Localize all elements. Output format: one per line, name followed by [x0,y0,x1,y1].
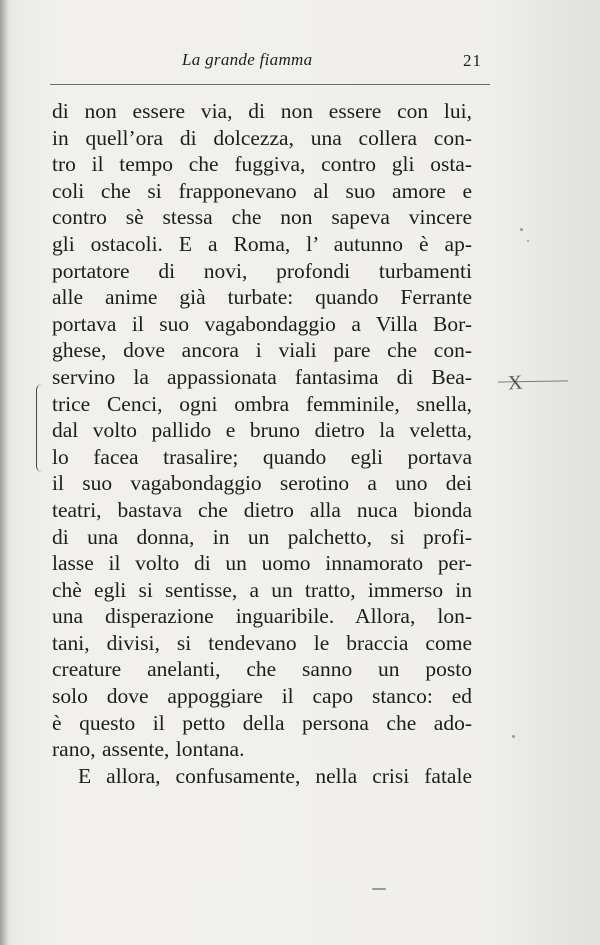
paragraph-last-line: rano, assente, lontana. [52,737,245,762]
text-line: contro sè stessa che non sapeva vincere [52,205,472,230]
text-line: dal volto pallido e bruno dietro la veletta, [52,418,472,443]
text-line: tani, divisi, si tendevano le braccia come [52,630,472,655]
body-text [52,98,472,789]
text-line: gli ostacoli. E a Roma, l’ autunno è ap- [52,231,472,256]
text-line: è questo il petto della persona che ado- [52,710,472,735]
paper-speck [520,228,523,231]
text-line: solo dove appoggiare il capo stanco: ed [52,684,472,709]
text-line: chè egli si sentisse, a un tratto, immerso in [52,577,472,602]
text-line: portatore di novi, profondi turbamenti [52,258,472,283]
margin-pencil-note: X [507,371,524,395]
page-binding-edge [0,0,9,945]
text-line: il suo vagabondaggio serotino a uno dei [52,471,472,496]
paper-speck [512,735,515,738]
paragraph-first-line: E allora, confusamente, nella crisi fatale [78,763,472,788]
paper-speck [527,240,529,242]
text-line: coli che si frapponevano al suo amore e [52,178,472,203]
running-title: La grande fiamma [182,50,313,69]
text-line: tro il tempo che fuggiva, contro gli osta- [52,152,472,177]
text-line: di una donna, in un palchetto, si profi- [52,524,472,549]
text-line: trice Cenci, ogni ombra femminile, snella, [52,391,472,416]
text-line: lasse il volto di un uomo innamorato per- [52,551,472,576]
text-line: portava il suo vagabondaggio a Villa Bor- [52,311,472,336]
running-header [50,50,490,72]
text-line: di non essere via, di non essere con lui, [52,99,472,123]
text-line: in quell’ora di dolcezza, una collera con- [52,125,472,150]
text-line: teatri, bastava che dietro alla nuca bionda [52,497,472,522]
text-line: una disperazione inguaribile. Allora, lon- [52,604,472,629]
page-number: 21 [463,51,482,70]
text-line: servino la appassionata fantasima di Bea- [52,364,472,389]
text-line: alle anime già turbate: quando Ferrante [52,285,472,310]
paper-speck [372,888,386,890]
text-line: ghese, dove ancora i viali pare che con- [52,338,472,363]
margin-bracket-mark [36,384,42,472]
text-line: creature anelanti, che sanno un posto [52,657,472,682]
text-line: lo facea trasalire; quando egli portava [52,444,472,469]
header-rule [50,84,490,85]
